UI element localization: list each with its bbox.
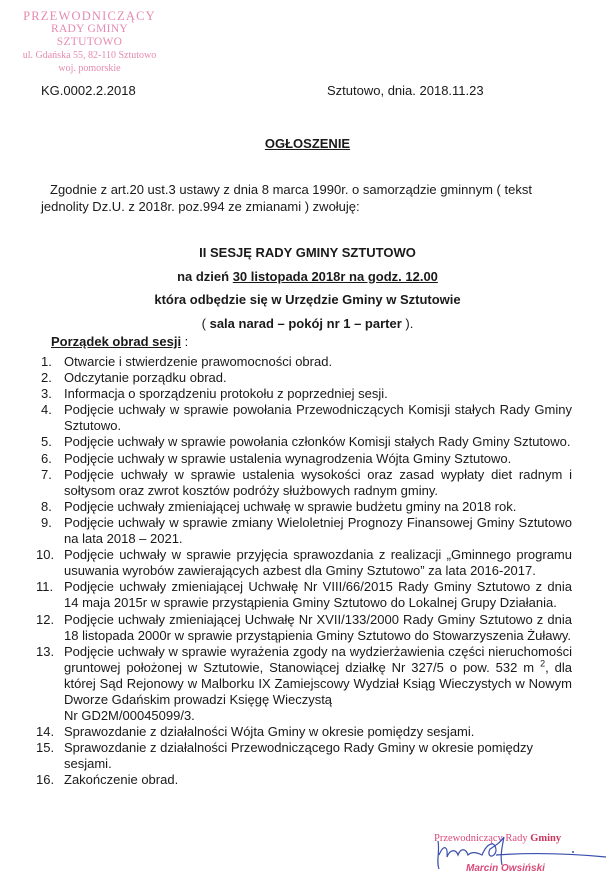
- stamp-line-council: RADY GMINY SZTUTOWO: [50, 23, 128, 48]
- agenda-item: [36, 740, 572, 772]
- agenda-item-number: 16.: [36, 772, 55, 788]
- agenda-item-number: 7.: [41, 466, 52, 482]
- place-and-date: Sztutowo, dnia. 2018.11.23: [327, 83, 484, 98]
- agenda-item-number: 3.: [41, 386, 52, 402]
- agenda-item: [36, 644, 572, 724]
- intro-paragraph: [41, 181, 561, 215]
- stamp-line-address: ul. Gdańska 55, 82-110 Sztutowo: [22, 50, 157, 61]
- signature-role-bold: Gminy: [530, 833, 562, 844]
- signature-block: [434, 833, 604, 883]
- superscript-squared: 2: [540, 658, 546, 669]
- document-title: [0, 136, 615, 151]
- agenda-item: [36, 612, 572, 644]
- agenda-item-number: 13.: [36, 643, 55, 659]
- agenda-item-text: Zakończenie obrad.: [64, 772, 179, 788]
- agenda-item-text: Podjęcie uchwały w sprawie ustalenia wynagrodzenia Wójta Gminy Sztutowo.: [64, 450, 512, 466]
- agenda-item-text: Podjęcie uchwały zmieniającej Uchwałę Nr XVII/133/2000 Rady Gminy Sztutowo z dnia 18 listopada 2000r w sprawie przystąpienia Gminy Sztutowo do Stowarzyszenia Żuławy.: [64, 611, 572, 643]
- agenda-item: [36, 724, 572, 740]
- agenda-item-number: 15.: [36, 740, 55, 756]
- agenda-item-text: Podjęcie uchwały w sprawie przyjęcia sprawozdania z realizacji „Gminnego programu usuwania wyrobów zawierających azbest dla Gminy Sztutowo” za lata 2016-2017.: [64, 547, 572, 579]
- agenda-item-number: 14.: [36, 724, 55, 740]
- agenda-item-number: 9.: [41, 514, 52, 530]
- agenda-item: [36, 772, 572, 788]
- document-title-text: OGŁOSZENIE: [264, 136, 351, 151]
- agenda-item-text: Podjęcie uchwały w sprawie powołania Przewodniczących Komisji stałych Rady Gminy Sztutowo.: [64, 402, 572, 434]
- agenda-item-number: 4.: [41, 402, 52, 418]
- agenda-item-number: 11.: [36, 579, 54, 595]
- session-name: II SESJĘ RADY GMINY SZTUTOWO: [199, 245, 416, 260]
- agenda-item: [36, 499, 572, 515]
- agenda-item-text: Podjęcie uchwały zmieniającej uchwałę w sprawie budżetu gminy na 2018 rok.: [64, 498, 517, 514]
- intro-line-2: jednolity Dz.U. z 2018r. poz.994 ze zmianami ) zwołuję:: [41, 199, 360, 214]
- signature-name: Marcin Owsiński: [466, 863, 545, 874]
- stamp-line-title: PRZEWODNICZĄCY: [23, 9, 156, 23]
- session-room: [0, 312, 615, 336]
- agenda-item: [36, 547, 572, 579]
- room-paren-open: (: [201, 315, 210, 331]
- agenda-item-text: Podjęcie uchwały w sprawie wyrażenia zgody na wydzierżawienia części nieruchomości gruntowej położonej w Sztutowie, Stanowiącej działkę Nr 327/5 o pow. 532 m: [64, 643, 572, 675]
- agenda-item: [36, 434, 572, 450]
- session-location: która odbędzie się w Urzędzie Gminy w Sztutowie: [154, 292, 461, 307]
- agenda-item: [36, 370, 572, 386]
- agenda-item-number: 1.: [41, 354, 52, 369]
- agenda-item-number: 8.: [41, 498, 52, 514]
- agenda-item: [36, 467, 572, 499]
- chairman-stamp: [22, 10, 157, 75]
- agenda-item-text: Informacja o sporządzeniu protokołu z poprzedniej sesji.: [64, 386, 388, 402]
- agenda-item-text: Sprawozdanie z działalności Przewodniczącego Rady Gminy w okresie pomiędzy sesjami.: [64, 740, 533, 772]
- stamp-line-region: woj. pomorskie: [58, 63, 121, 74]
- agenda-item-text: Sprawozdanie z działalności Wójta Gminy w okresie pomiędzy sesjami.: [64, 724, 475, 740]
- agenda-item-number: 5.: [41, 434, 52, 450]
- agenda-item: [36, 579, 572, 611]
- signature-role-text: Przewodniczący Rady: [434, 833, 531, 844]
- session-date: [0, 265, 615, 289]
- agenda-item: [36, 386, 572, 402]
- agenda-item-text: Podjęcie uchwały w sprawie powołania członków Komisji stałych Rady Gminy Sztutowo.: [64, 434, 571, 450]
- reference-number: KG.0002.2.2018: [41, 83, 136, 98]
- agenda-item-number: 6.: [41, 450, 52, 466]
- agenda-item-number: 12.: [36, 611, 55, 627]
- agenda-heading: [51, 334, 188, 349]
- agenda-list: [36, 354, 572, 789]
- session-date-prefix: na dzień: [177, 268, 233, 284]
- agenda-item-text: Otwarcie i stwierdzenie prawomocności obrad.: [64, 354, 333, 369]
- room-text: sala narad – pokój nr 1 – parter: [209, 315, 402, 331]
- room-paren-close: ).: [401, 315, 414, 331]
- agenda-heading-suffix: :: [181, 334, 189, 349]
- intro-line-1: Zgodnie z art.20 ust.3 ustawy z dnia 8 marca 1990r. o samorządzie gminnym ( tekst: [50, 182, 532, 197]
- agenda-item: [36, 354, 572, 370]
- agenda-item-text: Podjęcie uchwały w sprawie zmiany Wieloletniej Prognozy Finansowej Gminy Sztutowo na lata 2018 – 2021.: [64, 514, 572, 547]
- agenda-item-text-cont: , dla której Sąd Rejonowy w Malborku IX Zamiejscowy Wydział Ksiąg Wieczystych w Nowym Dworze Gdańskim prowadzi Księgę Wieczystą: [64, 659, 572, 707]
- agenda-item: [36, 515, 572, 547]
- agenda-item-number: 2.: [41, 370, 52, 386]
- agenda-item-number: 10.: [36, 547, 55, 563]
- agenda-heading-text: Porządek obrad sesji: [51, 334, 182, 349]
- agenda-item: [36, 451, 572, 467]
- agenda-item-text: Odczytanie porządku obrad.: [64, 370, 227, 386]
- agenda-item: [36, 402, 572, 434]
- agenda-item-text: Podjęcie uchwały w sprawie ustalenia wysokości oraz zasad wypłaty diet radnym i sołtysom oraz zwrot kosztów podróży służbowych radnym gminy.: [64, 466, 572, 498]
- session-date-value: 30 listopada 2018r na godz. 12.00: [232, 268, 438, 284]
- session-announcement: [0, 241, 615, 335]
- agenda-item-text: Podjęcie uchwały zmieniającej Uchwałę Nr VIII/66/2015 Rady Gminy Sztutowo z dnia 14 maja 2015r w sprawie przystąpienia Gminy Sztutowo do Lokalnej Grupy Działania.: [64, 579, 572, 611]
- agenda-item-text-register: Nr GD2M/00045099/3.: [64, 708, 195, 724]
